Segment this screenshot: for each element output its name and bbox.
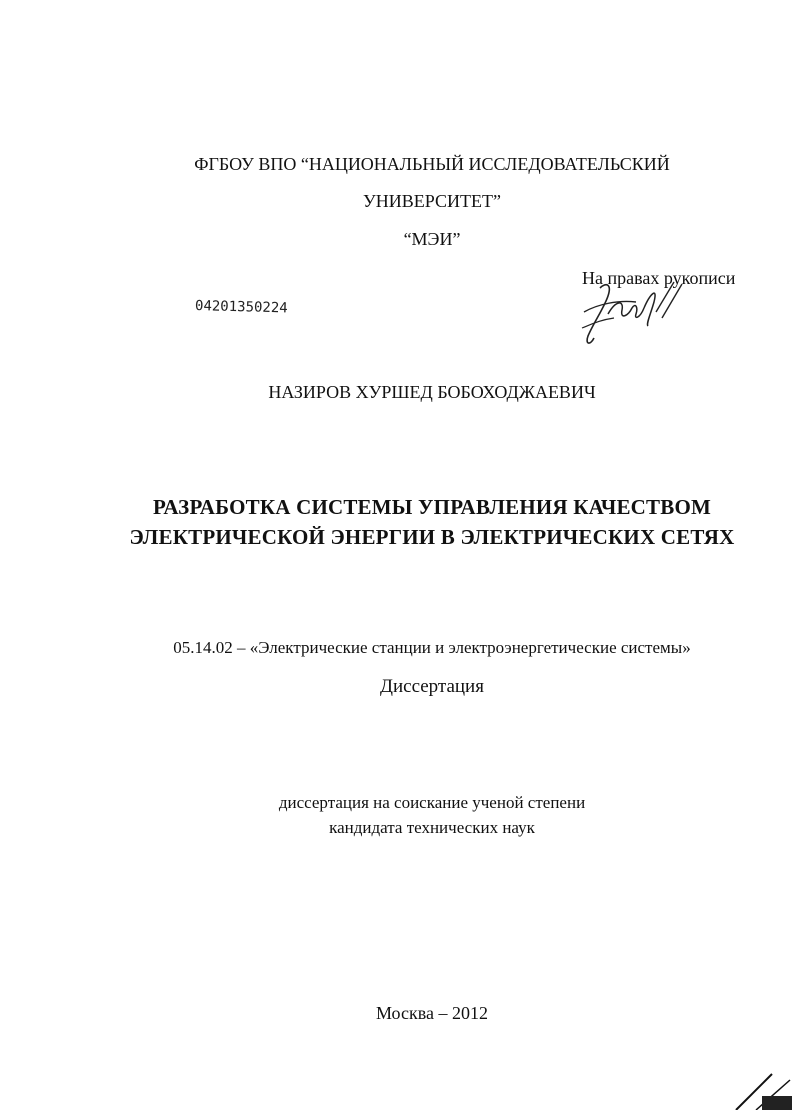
document-type: Диссертация xyxy=(380,676,484,697)
title-line-2: ЭЛЕКТРИЧЕСКОЙ ЭНЕРГИИ В ЭЛЕКТРИЧЕСКИХ СЕТЯХ xyxy=(129,525,735,549)
organization-line-1: ФГБОУ ВПО “НАЦИОНАЛЬНЫЙ ИССЛЕДОВАТЕЛЬСКИЙ xyxy=(194,154,670,174)
scan-corner-mark xyxy=(732,1070,792,1110)
organization-line-3: “МЭИ” xyxy=(403,229,461,249)
city-and-year: Москва – 2012 xyxy=(376,1003,488,1023)
manuscript-rights-label: На правах рукописи xyxy=(582,268,736,288)
degree-line-2: кандидата технических наук xyxy=(329,818,535,837)
organization-line-2: УНИВЕРСИТЕТ” xyxy=(363,191,501,211)
title-line-1: РАЗРАБОТКА СИСТЕМЫ УПРАВЛЕНИЯ КАЧЕСТВОМ xyxy=(152,495,712,519)
dissertation-title xyxy=(0,492,792,552)
degree-line-1: диссертация на соискание ученой степени xyxy=(278,793,586,812)
author-name: НАЗИРОВ ХУРШЕД БОБОХОДЖАЕВИЧ xyxy=(268,382,596,402)
catalog-number-stamp: 04201350224 xyxy=(194,298,288,317)
specialty-code: 05.14.02 – «Электрические станции и электроэнергетические системы» xyxy=(173,638,691,657)
author-signature xyxy=(578,278,688,350)
